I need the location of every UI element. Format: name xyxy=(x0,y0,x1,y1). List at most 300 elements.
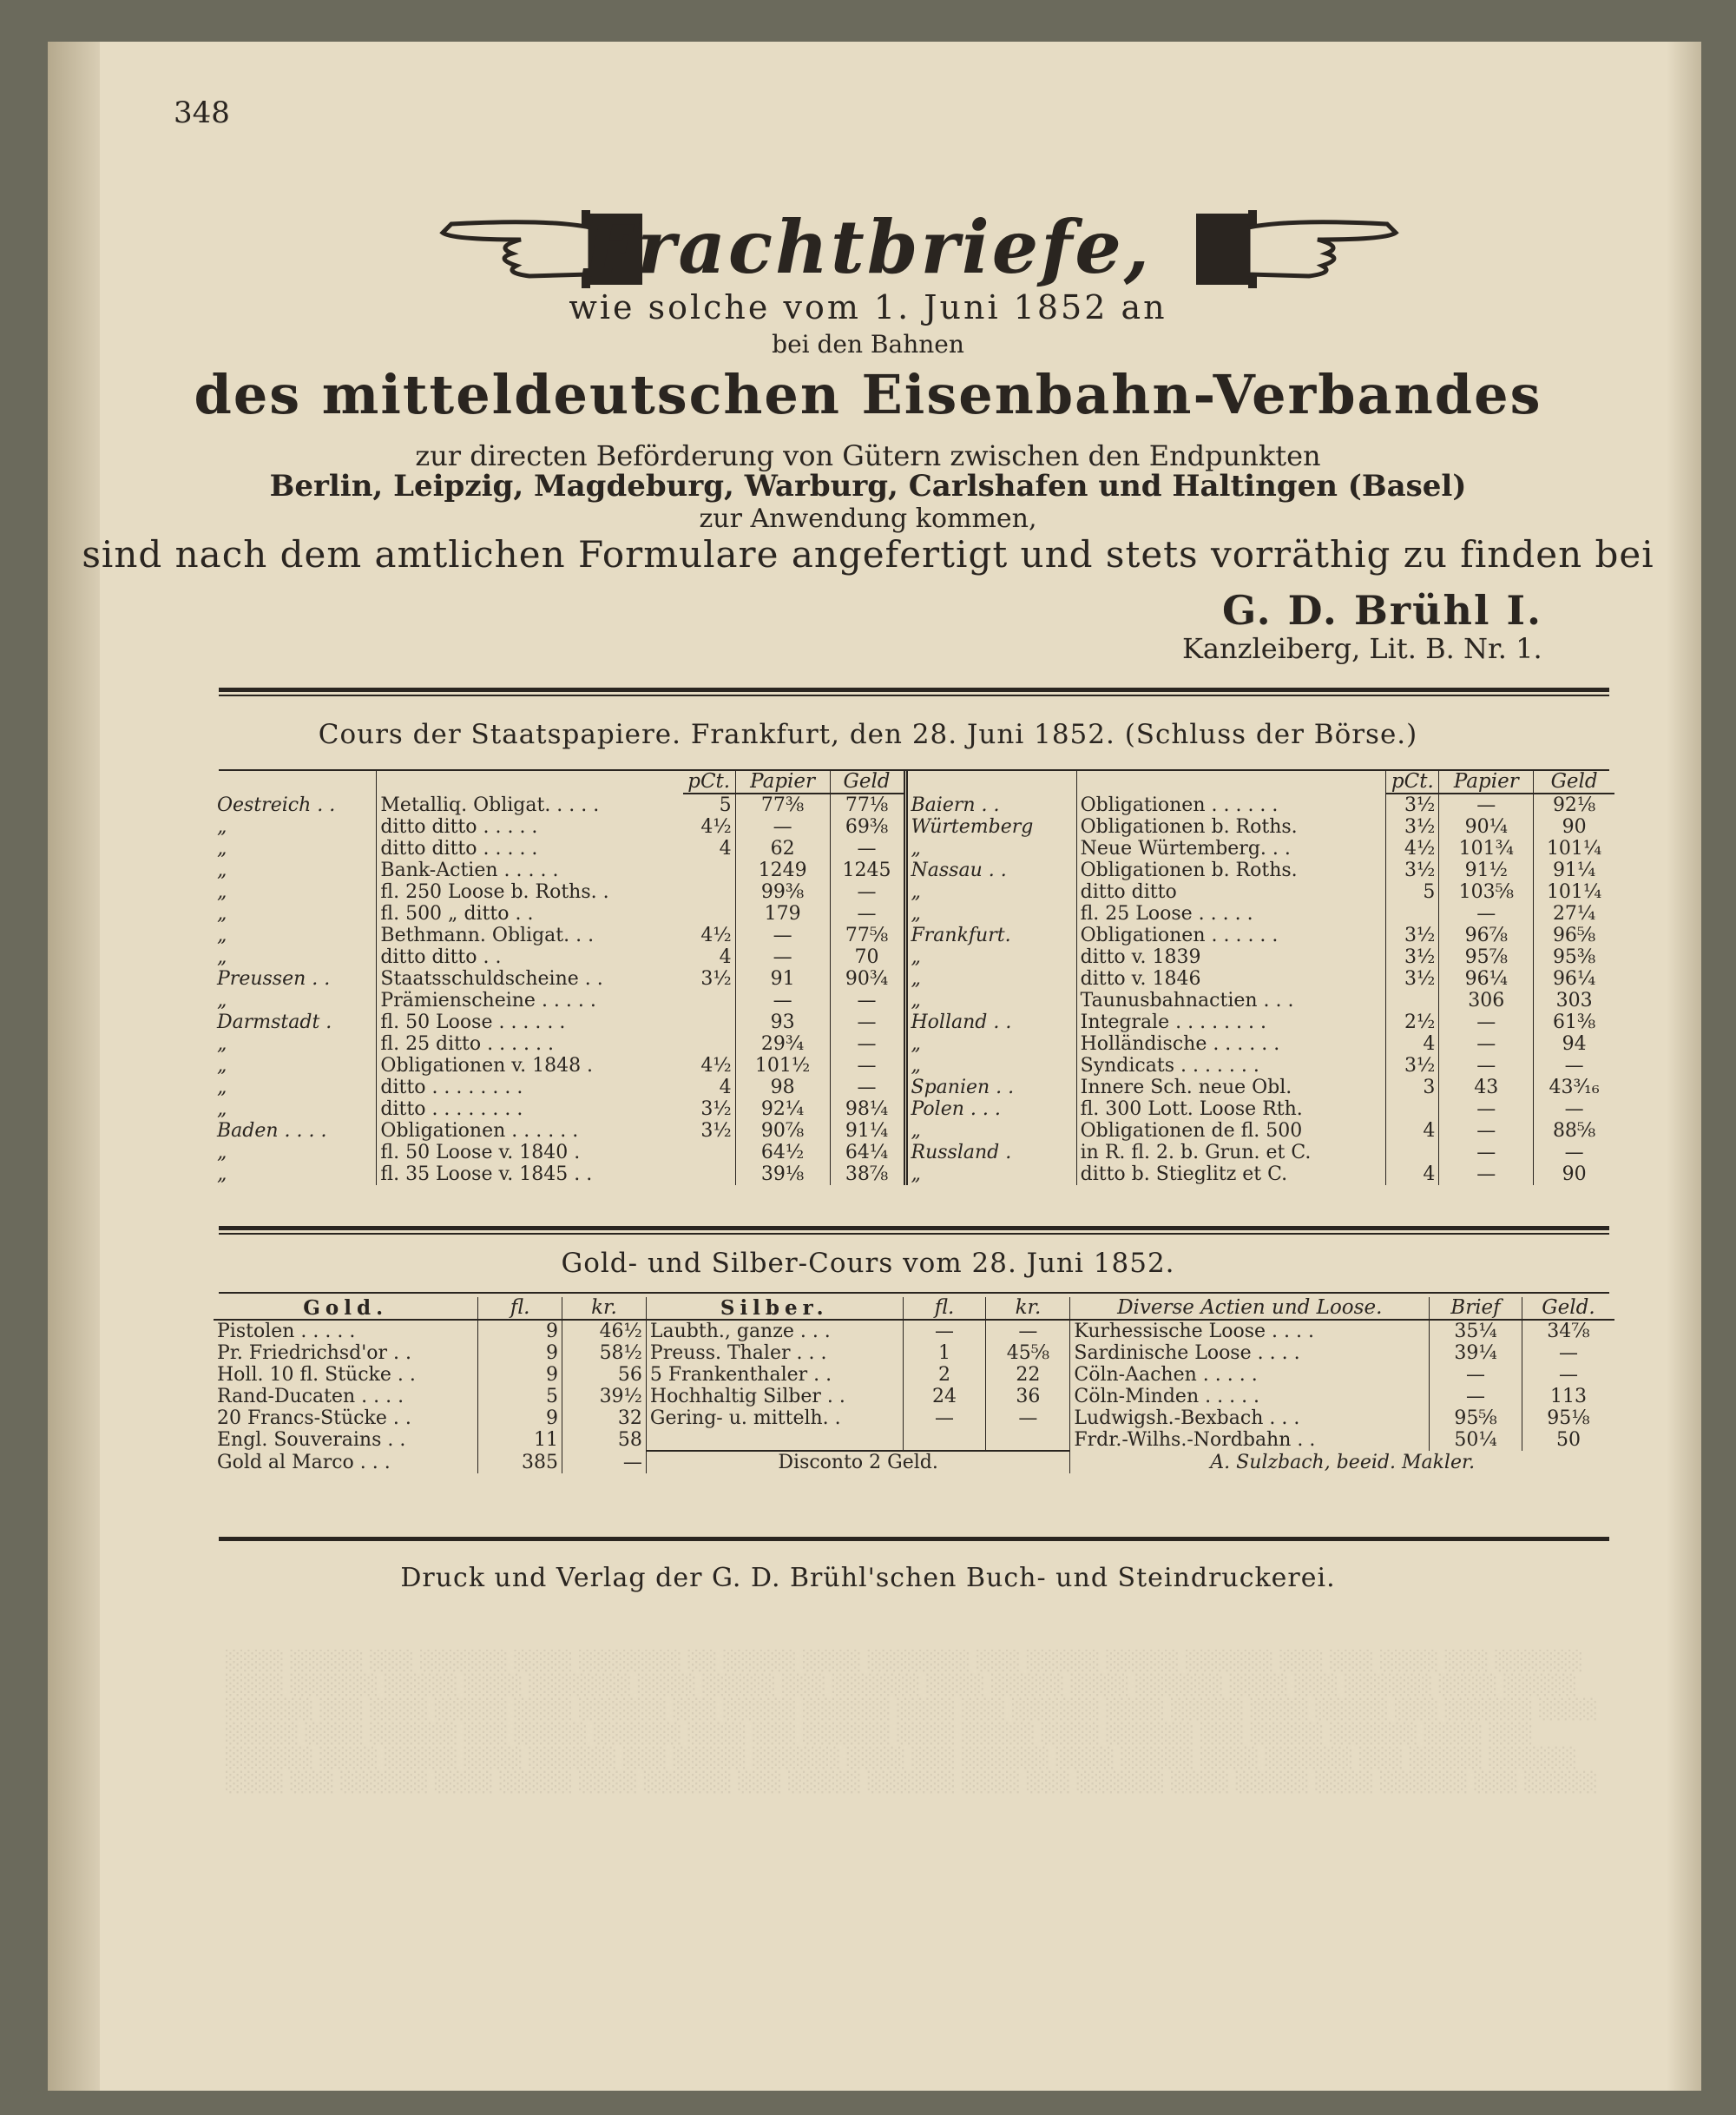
cell-actien-geld: — xyxy=(1522,1342,1614,1364)
cell-country: „ xyxy=(217,838,227,860)
cell-actien-geld: 34⅞ xyxy=(1522,1320,1614,1342)
cell-papier: 39⅛ xyxy=(735,1163,830,1185)
cell-actien-geld: 95⅛ xyxy=(1522,1407,1614,1429)
cell-security: Innere Sch. neue Obl. xyxy=(1076,1077,1386,1098)
cell-country: „ xyxy=(217,946,227,968)
table-row xyxy=(214,1364,1614,1386)
header-papier: Papier xyxy=(735,771,830,794)
cell-gold-name: Engl. Souverains . . xyxy=(217,1429,406,1451)
imprint-footer: Druck und Verlag der G. D. Brühl'schen Buch- und Steindruckerei. xyxy=(400,1563,1336,1593)
cell-security: ditto . . . . . . . . xyxy=(377,1098,683,1120)
cell-gold-kr: 32 xyxy=(562,1407,646,1429)
cell-pct: 4 xyxy=(1386,1163,1439,1185)
advert-line-anwendung: zur Anwendung kommen, xyxy=(699,504,1037,534)
cell-silber-fl: — xyxy=(903,1320,986,1342)
header-blank xyxy=(214,771,377,794)
header-geld: Geld xyxy=(830,771,905,794)
cell-geld: — xyxy=(830,903,905,925)
cell-pct: 4½ xyxy=(1386,838,1439,860)
cell-actien-name: Cöln-Minden . . . . . xyxy=(1070,1386,1430,1407)
cell-geld: — xyxy=(830,1077,905,1098)
cell-security: Obligationen . . . . . . xyxy=(1076,925,1386,946)
cell-pct: 3½ xyxy=(1386,968,1439,990)
gs-table-header xyxy=(214,1297,1614,1320)
cell-security: Integrale . . . . . . . . xyxy=(1076,1011,1386,1033)
cell-country: „ xyxy=(217,860,227,881)
cell-gold-kr: 58½ xyxy=(562,1342,646,1364)
gold-silber-table xyxy=(214,1297,1614,1473)
cell-silber-kr: — xyxy=(986,1407,1070,1429)
cell-gold-name: Pr. Friedrichsd'or . . xyxy=(217,1342,412,1364)
table-row xyxy=(214,1429,1614,1451)
cell-country: „ xyxy=(217,925,227,946)
cell-country: „ xyxy=(217,1163,227,1185)
table-row xyxy=(214,1407,1614,1429)
cell-country: „ xyxy=(905,838,1076,860)
table-row xyxy=(214,968,1614,990)
header-pct: pCt. xyxy=(683,771,736,794)
table-row xyxy=(214,990,1614,1011)
cell-country: „ xyxy=(217,903,227,925)
cell-geld: — xyxy=(830,838,905,860)
table-row xyxy=(214,838,1614,860)
cell-security: ditto v. 1839 xyxy=(1076,946,1386,968)
cell-country: Oestreich . . xyxy=(217,794,336,816)
divider-top-thin xyxy=(219,695,1609,696)
cell-security: Bank-Actien . . . . . xyxy=(377,860,683,881)
cell-geld: 27¼ xyxy=(1534,903,1614,925)
cell-gold-fl: 9 xyxy=(478,1320,562,1342)
cell-actien-geld: 113 xyxy=(1522,1386,1614,1407)
advert-line-befoerderung: zur directen Beförderung von Gütern zwischen den Endpunkten xyxy=(415,439,1321,472)
cell-geld: 92⅛ xyxy=(1534,794,1614,816)
cell-security: Bethmann. Obligat. . . xyxy=(377,925,683,946)
advert-line-verband: des mitteldeutschen Eisenbahn-Verbandes xyxy=(194,363,1542,426)
cell-geld: 101¼ xyxy=(1534,838,1614,860)
table-row xyxy=(214,1386,1614,1407)
table-row xyxy=(214,946,1614,968)
cell-country: Russland . xyxy=(905,1142,1076,1163)
table-row xyxy=(214,1077,1614,1098)
cell-geld: 98¼ xyxy=(830,1098,905,1120)
bleed-through-texture: ░░░░ ░░░░░ ░░░ ░░░░░░ ░░░░ ░░░░░░░ ░░ ░░░░░ ░░░░ ░░░░░░░ ░░░ ░░░░░ ░░░░░ ░░░░░░ ░░░ ░░░ ░░░░ ░░░ ░░░░░░ ░░░░ ░░░░░░ ░░░░░ ░░░░ ░░░░░░░ ░░░░ ░░░░░ ░░░ ░░░░░░ ░░░░ ░░░░░ ░░░░ ░░░░░░ ░░░░ ░░░ ░░░░░░ ░░░░ ░░░░░ ░░░░░░ ░░░ ░░░░ ░░░░░ ░░░░ ░░░░░░ ░░░ ░░░░░ ░░░░░░ ░░░░ ░░░ ░░░░░░ ░░░░ ░░░░░ ░░░░ ░░░░░ ░░░ ░░░░░░ ░░░░ ░░░░░ ░░░░ ░░░░░░ ░░░ ░░░░░ ░░░░░░ ░░░░ ░░░ ░░░░░░ ░░░░ ░░░░░ ░░░░ ░░░░░░ ░░░ ░░░░░ ░░░░░░ ░░░░ ░░░ ░░░░░░ ░░░░ ░░░░░ ░░░░ ░░░░░░ ░░░ ░░░░░ ░░░░░░ ░░░░ ░░░ ░░░░░░ ░░░░ ░░░░░ ░░░░ ░░░░░░ ░░░ ░░░░░ ░░░░░░ ░░░░ ░░░ ░░░░░░ ░░░░ ░░░░░ ░░░░ ░░░░░░ ░░░ ░░░░░ ░░░░░░ ░░░░ ░░░ ░░░░░░ ░░░░ ░░░░░ ░░░░ ░░░░░░ ░░░ ░░░░░ xyxy=(226,1650,1598,1794)
cell-papier: — xyxy=(1439,1120,1534,1142)
header-blank xyxy=(1076,771,1386,794)
cell-geld: 90¾ xyxy=(830,968,905,990)
header-papier: Papier xyxy=(1439,771,1534,794)
cell-pct: 4 xyxy=(1386,1120,1439,1142)
cell-papier: 98 xyxy=(735,1077,830,1098)
cell-actien-name: Sardinische Loose . . . . xyxy=(1070,1342,1430,1364)
cours-table xyxy=(214,771,1614,1185)
cell-security: fl. 25 ditto . . . . . . xyxy=(377,1033,683,1055)
cell-security: Staatsschuldscheine . . xyxy=(377,968,683,990)
cell-security: fl. 35 Loose v. 1845 . . xyxy=(377,1163,683,1185)
cell-pct: 3½ xyxy=(700,1098,732,1120)
cell-country: „ xyxy=(905,946,1076,968)
cell-pct: 2½ xyxy=(1386,1011,1439,1033)
cell-pct: 4 xyxy=(719,946,732,968)
cell-geld: 1245 xyxy=(830,860,905,881)
cell-geld: 88⅝ xyxy=(1534,1120,1614,1142)
cell-geld: — xyxy=(1534,1142,1614,1163)
header-brief: Brief xyxy=(1430,1297,1522,1320)
cell-security: ditto ditto . . . . . xyxy=(377,838,683,860)
advert-line-bahnen: bei den Bahnen xyxy=(772,330,964,359)
cell-actien-name: Ludwigsh.-Bexbach . . . xyxy=(1070,1407,1430,1429)
cell-geld: 70 xyxy=(830,946,905,968)
cell-country: Spanien . . xyxy=(905,1077,1076,1098)
cell-papier: 1249 xyxy=(735,860,830,881)
cell-geld: 96¼ xyxy=(1534,968,1614,990)
cell-security: Holländische . . . . . . xyxy=(1076,1033,1386,1055)
cell-country: „ xyxy=(217,1055,227,1077)
advert-line-cities: Berlin, Leipzig, Magdeburg, Warburg, Carlshafen und Haltingen (Basel) xyxy=(269,469,1467,504)
cell-papier: 90⅞ xyxy=(735,1120,830,1142)
cell-geld: — xyxy=(830,881,905,903)
cell-country: „ xyxy=(905,1033,1076,1055)
cell-security: Syndicats . . . . . . . xyxy=(1076,1055,1386,1077)
header-geld: Geld xyxy=(1534,771,1614,794)
cell-security: Obligationen . . . . . . xyxy=(1076,794,1386,816)
cell-pct: 4 xyxy=(719,838,732,860)
cell-gold-name: Rand-Ducaten . . . . xyxy=(217,1386,404,1407)
cell-country: „ xyxy=(217,1033,227,1055)
cell-pct: 3½ xyxy=(1386,925,1439,946)
cell-geld: 90 xyxy=(1534,1163,1614,1185)
cell-country: „ xyxy=(905,1163,1076,1185)
broker-signature: A. Sulzbach, beeid. Makler. xyxy=(1070,1451,1614,1473)
cell-pct xyxy=(683,903,736,925)
cell-actien-brief: 95⅝ xyxy=(1430,1407,1522,1429)
cell-country: Darmstadt . xyxy=(217,1011,332,1033)
cell-pct: 4½ xyxy=(700,816,732,838)
header-actien: Diverse Actien und Loose. xyxy=(1070,1297,1430,1320)
cell-country: Holland . . xyxy=(905,1011,1076,1033)
cell-papier: 179 xyxy=(735,903,830,925)
cell-geld: 91¼ xyxy=(1534,860,1614,881)
cell-papier: — xyxy=(735,816,830,838)
cell-pct: 3½ xyxy=(1386,1055,1439,1077)
cell-gold-kr: 39½ xyxy=(562,1386,646,1407)
cell-pct: 4 xyxy=(1386,1033,1439,1055)
cell-geld: 96⅝ xyxy=(1534,925,1614,946)
cell-actien-name: Frdr.-Wilhs.-Nordbahn . . xyxy=(1070,1429,1430,1451)
advert-title: Frachtbriefe, xyxy=(583,204,1153,290)
cell-papier: 62 xyxy=(735,838,830,860)
cell-papier: — xyxy=(1439,1142,1534,1163)
table-row xyxy=(214,1055,1614,1077)
cell-papier: 99⅜ xyxy=(735,881,830,903)
gold-silber-title: Gold- und Silber-Cours vom 28. Juni 1852. xyxy=(561,1248,1175,1279)
header-gold: Gold. xyxy=(214,1297,478,1320)
cell-security: fl. 50 Loose v. 1840 . xyxy=(377,1142,683,1163)
cell-silber-name: Hochhaltig Silber . . xyxy=(646,1386,903,1407)
cell-country: „ xyxy=(905,881,1076,903)
cell-gold-name: Gold al Marco . . . xyxy=(217,1451,391,1473)
cell-geld: 64¼ xyxy=(830,1142,905,1163)
cell-security: Obligationen b. Roths. xyxy=(1076,860,1386,881)
cell-papier: 103⅝ xyxy=(1439,881,1534,903)
cell-papier: 95⅞ xyxy=(1439,946,1534,968)
cell-geld: 77⅛ xyxy=(830,794,905,816)
cell-papier: 306 xyxy=(1439,990,1534,1011)
cell-silber-fl: 24 xyxy=(903,1386,986,1407)
cours-title: Cours der Staatspapiere. Frankfurt, den 28. Juni 1852. (Schluss der Börse.) xyxy=(318,719,1418,750)
table-row xyxy=(214,1120,1614,1142)
cell-actien-geld: — xyxy=(1522,1364,1614,1386)
cell-pct xyxy=(1386,990,1439,1011)
cell-geld: — xyxy=(1534,1098,1614,1120)
cell-pct: 3½ xyxy=(700,968,732,990)
cours-table-header xyxy=(214,771,1614,794)
cell-gold-name: Holl. 10 fl. Stücke . . xyxy=(217,1364,416,1386)
cell-geld: — xyxy=(830,1011,905,1033)
cell-pct: 3½ xyxy=(1386,946,1439,968)
cell-papier: — xyxy=(1439,1055,1534,1077)
cell-geld: 90 xyxy=(1534,816,1614,838)
cell-security: Obligationen de fl. 500 xyxy=(1076,1120,1386,1142)
cell-pct xyxy=(683,1163,736,1185)
table-row xyxy=(214,1451,1614,1473)
cell-papier: 77⅜ xyxy=(735,794,830,816)
cell-gold-name: Pistolen . . . . . xyxy=(217,1321,356,1342)
cell-geld: 303 xyxy=(1534,990,1614,1011)
cell-papier: 92¼ xyxy=(735,1098,830,1120)
table-row xyxy=(214,1011,1614,1033)
cell-papier: 91 xyxy=(735,968,830,990)
cell-security: fl. 300 Lott. Loose Rth. xyxy=(1076,1098,1386,1120)
cell-papier: 96¼ xyxy=(1439,968,1534,990)
cell-country: „ xyxy=(905,990,1076,1011)
cell-country: Nassau . . xyxy=(905,860,1076,881)
cell-pct: 3 xyxy=(1386,1077,1439,1098)
page-number: 348 xyxy=(174,96,230,130)
cell-pct: 4 xyxy=(719,1077,732,1098)
header-blank xyxy=(377,771,683,794)
table-row xyxy=(214,1098,1614,1120)
cell-actien-brief: 35¼ xyxy=(1430,1320,1522,1342)
cell-silber-kr: — xyxy=(986,1320,1070,1342)
cell-pct xyxy=(683,881,736,903)
cell-geld: 94 xyxy=(1534,1033,1614,1055)
cell-country: „ xyxy=(905,1120,1076,1142)
cell-security: ditto b. Stieglitz et C. xyxy=(1076,1163,1386,1185)
cell-security: ditto ditto . . xyxy=(377,946,683,968)
header-fl: fl. xyxy=(903,1297,986,1320)
cell-pct: 4½ xyxy=(700,925,732,946)
cell-papier: 90¼ xyxy=(1439,816,1534,838)
cours-table-body xyxy=(214,794,1614,1185)
cell-pct xyxy=(1386,1098,1439,1120)
cell-security: ditto ditto . . . . . xyxy=(377,816,683,838)
cell-geld: 77⅝ xyxy=(830,925,905,946)
cell-geld: 43³⁄₁₆ xyxy=(1534,1077,1614,1098)
cell-papier: 91½ xyxy=(1439,860,1534,881)
cell-security: Obligationen . . . . . . xyxy=(377,1120,683,1142)
cell-pct xyxy=(683,1011,736,1033)
cell-security: fl. 25 Loose . . . . . xyxy=(1076,903,1386,925)
cell-pct: 5 xyxy=(719,794,732,816)
cell-papier: — xyxy=(735,990,830,1011)
cell-country: „ xyxy=(905,903,1076,925)
cell-security: Neue Würtemberg. . . xyxy=(1076,838,1386,860)
cell-country: „ xyxy=(905,1055,1076,1077)
cell-security: in R. fl. 2. b. Grun. et C. xyxy=(1076,1142,1386,1163)
divider-bottom xyxy=(219,1537,1609,1541)
cell-country: „ xyxy=(217,1098,227,1120)
divider-top xyxy=(219,688,1609,692)
header-geld: Geld. xyxy=(1522,1297,1614,1320)
cell-papier: 101½ xyxy=(735,1055,830,1077)
cell-country: „ xyxy=(217,990,227,1011)
cell-geld: — xyxy=(830,990,905,1011)
cell-security: Prämienscheine . . . . . xyxy=(377,990,683,1011)
cell-papier: — xyxy=(1439,1098,1534,1120)
cell-actien-brief: 50¼ xyxy=(1430,1429,1522,1451)
cell-silber-kr: 45⅝ xyxy=(986,1342,1070,1364)
table-row xyxy=(214,1142,1614,1163)
cell-papier: — xyxy=(1439,1033,1534,1055)
cell-security: Obligationen v. 1848 . xyxy=(377,1055,683,1077)
cell-geld: — xyxy=(1534,1055,1614,1077)
header-kr: kr. xyxy=(562,1297,646,1320)
cell-actien-brief: — xyxy=(1430,1364,1522,1386)
header-pct: pCt. xyxy=(1386,771,1439,794)
cell-papier: — xyxy=(1439,1011,1534,1033)
cell-security: Taunusbahnactien . . . xyxy=(1076,990,1386,1011)
header-silber: Silber. xyxy=(646,1297,903,1320)
cell-papier: — xyxy=(1439,903,1534,925)
cell-empty xyxy=(986,1429,1070,1451)
cell-country: Würtemberg xyxy=(905,816,1076,838)
table-row xyxy=(214,881,1614,903)
divider-mid xyxy=(219,1226,1609,1230)
cell-country: „ xyxy=(905,968,1076,990)
cell-geld: — xyxy=(830,1033,905,1055)
cell-actien-brief: — xyxy=(1430,1386,1522,1407)
cell-geld: 101¼ xyxy=(1534,881,1614,903)
cell-empty xyxy=(646,1429,903,1451)
advert-line-date: wie solche vom 1. Juni 1852 an xyxy=(569,288,1167,326)
cell-actien-name: Cöln-Aachen . . . . . xyxy=(1070,1364,1430,1386)
cell-silber-fl: 2 xyxy=(903,1364,986,1386)
cell-security: Obligationen b. Roths. xyxy=(1076,816,1386,838)
header-blank xyxy=(905,771,1076,794)
cell-country: Frankfurt. xyxy=(905,925,1076,946)
cell-silber-kr: 36 xyxy=(986,1386,1070,1407)
cell-actien-name: Kurhessische Loose . . . . xyxy=(1070,1320,1430,1342)
cell-silber-name: Gering- u. mittelh. . xyxy=(646,1407,903,1429)
table-row xyxy=(214,1033,1614,1055)
cell-pct: 3½ xyxy=(700,1120,732,1142)
cell-pct: 4½ xyxy=(700,1055,732,1077)
cell-papier: — xyxy=(1439,1163,1534,1185)
header-fl: fl. xyxy=(478,1297,562,1320)
cell-geld: 69⅜ xyxy=(830,816,905,838)
cell-country: „ xyxy=(217,1142,227,1163)
cell-pct xyxy=(683,990,736,1011)
cell-security: ditto ditto xyxy=(1076,881,1386,903)
cell-geld: 95⅜ xyxy=(1534,946,1614,968)
cell-geld: 38⅞ xyxy=(830,1163,905,1185)
cell-pct: 5 xyxy=(1386,881,1439,903)
cell-pct xyxy=(1386,1142,1439,1163)
cell-security: fl. 250 Loose b. Roths. . xyxy=(377,881,683,903)
cell-gold-name: 20 Francs-Stücke . . xyxy=(217,1407,411,1429)
cell-security: fl. 500 „ ditto . . xyxy=(377,903,683,925)
cell-papier: 64½ xyxy=(735,1142,830,1163)
cell-silber-kr: 22 xyxy=(986,1364,1070,1386)
cell-gold-kr: — xyxy=(562,1451,646,1473)
table-row xyxy=(214,794,1614,816)
cell-pct xyxy=(1386,903,1439,925)
advert-line-formulare: sind nach dem amtlichen Formulare angefertigt und stets vorräthig zu finden bei xyxy=(82,533,1654,576)
cell-gold-fl: 11 xyxy=(478,1429,562,1451)
cell-geld: 91¼ xyxy=(830,1120,905,1142)
cell-security: ditto v. 1846 xyxy=(1076,968,1386,990)
cell-gold-fl: 9 xyxy=(478,1364,562,1386)
cell-country: „ xyxy=(217,1077,227,1098)
cell-papier: 101¾ xyxy=(1439,838,1534,860)
table-row xyxy=(214,903,1614,925)
cell-gold-kr: 56 xyxy=(562,1364,646,1386)
cell-gold-fl: 5 xyxy=(478,1386,562,1407)
gold-silber-table-body xyxy=(214,1320,1614,1473)
cell-silber-name: 5 Frankenthaler . . xyxy=(646,1364,903,1386)
cell-country: „ xyxy=(217,816,227,838)
advert-publisher: G. D. Brühl I. xyxy=(1222,587,1542,634)
cell-geld: — xyxy=(830,1055,905,1077)
cell-actien-brief: 39¼ xyxy=(1430,1342,1522,1364)
cell-country: Baden . . . . xyxy=(217,1120,327,1142)
table-row xyxy=(214,860,1614,881)
cell-papier: 93 xyxy=(735,1011,830,1033)
advert-address: Kanzleiberg, Lit. B. Nr. 1. xyxy=(1182,632,1542,665)
cell-security: ditto . . . . . . . . xyxy=(377,1077,683,1098)
cell-gold-kr: 58 xyxy=(562,1429,646,1451)
cell-country: Polen . . . xyxy=(905,1098,1076,1120)
table-row xyxy=(214,925,1614,946)
discount-note: Disconto 2 Geld. xyxy=(646,1451,1070,1473)
cell-geld: 61⅜ xyxy=(1534,1011,1614,1033)
cell-papier: — xyxy=(735,946,830,968)
table-row xyxy=(214,816,1614,838)
cell-pct xyxy=(683,1033,736,1055)
cell-country: Preussen . . xyxy=(217,968,331,990)
cell-security: Metalliq. Obligat. . . . . xyxy=(377,794,683,816)
cell-country: Baiern . . xyxy=(905,794,1076,816)
cell-silber-fl: — xyxy=(903,1407,986,1429)
cell-papier: 43 xyxy=(1439,1077,1534,1098)
cell-gold-fl: 9 xyxy=(478,1407,562,1429)
cell-pct: 3½ xyxy=(1386,860,1439,881)
cell-actien-geld: 50 xyxy=(1522,1429,1614,1451)
table-row xyxy=(214,1163,1614,1185)
cell-pct: 3½ xyxy=(1386,816,1439,838)
table-row xyxy=(214,1342,1614,1364)
cell-pct xyxy=(683,860,736,881)
table-row xyxy=(214,1320,1614,1342)
cell-papier: — xyxy=(1439,794,1534,816)
gs-header-rule xyxy=(219,1292,1609,1294)
cell-security: fl. 50 Loose . . . . . . xyxy=(377,1011,683,1033)
cell-gold-kr: 46½ xyxy=(562,1320,646,1342)
cell-silber-name: Preuss. Thaler . . . xyxy=(646,1342,903,1364)
cell-country: „ xyxy=(217,881,227,903)
cell-papier: 96⅞ xyxy=(1439,925,1534,946)
cell-papier: 29¾ xyxy=(735,1033,830,1055)
